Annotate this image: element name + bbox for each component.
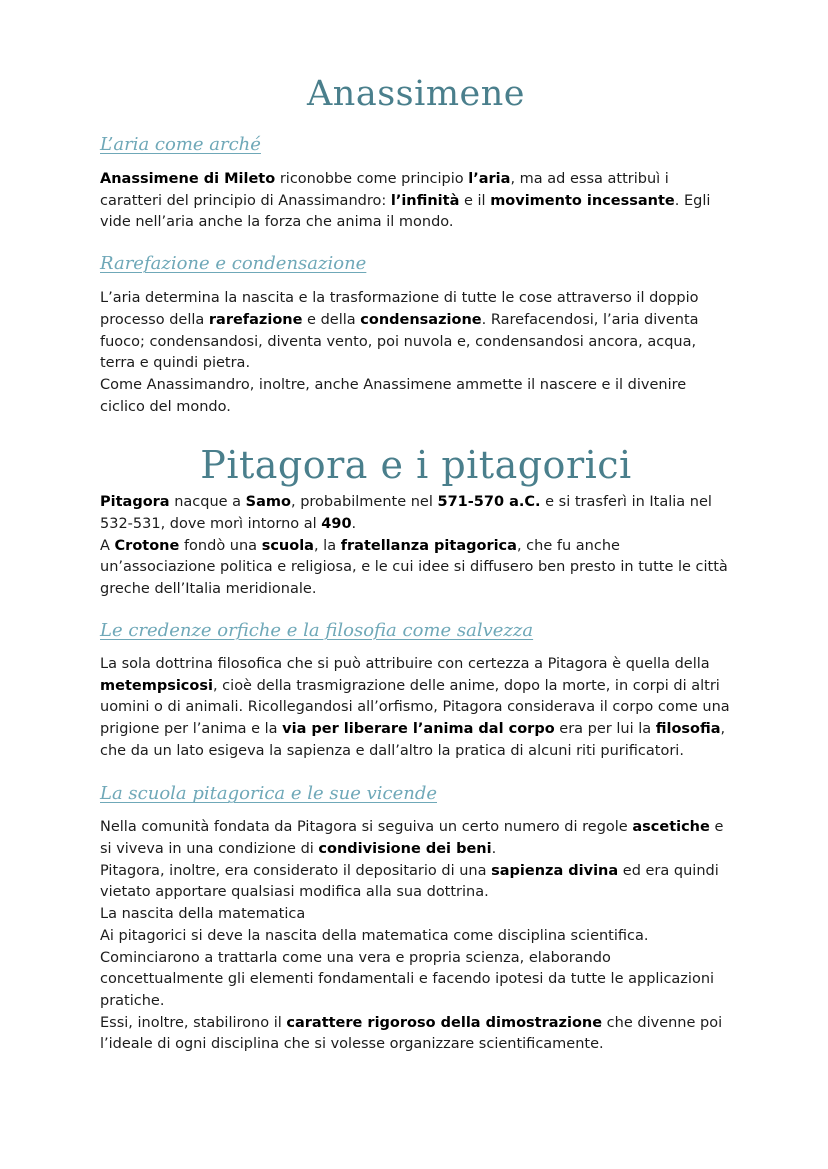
bold-term: Crotone	[114, 537, 180, 554]
page-content	[100, 0, 732, 1056]
subheading-credenze-orfiche: Le credenze orfiche e la filosofia come salvezza	[100, 619, 534, 641]
bold-term: Pitagora	[100, 494, 170, 511]
bold-term: l’aria	[468, 171, 511, 187]
bold-term: 490	[321, 516, 352, 533]
section-title-anassimene: Anassimene	[307, 74, 525, 114]
bold-term: condensazione	[360, 311, 482, 328]
bold-term: sapienza divina	[491, 862, 619, 879]
bold-term: condivisione dei beni	[318, 841, 492, 858]
bold-term: Samo	[245, 494, 291, 511]
paragraph-credenze-orfiche: La sola dottrina filosofica che si può attribuire con certezza a Pitagora è quella della metempsicosi, cioè della trasmigrazione delle anime, dopo la morte, in corpi di altri uomini o di animali. Ricollegandosi all’orfismo, Pitagora considerava il corpo come una prigione per l’anima e la via per liberare l’anima dal corpo era per lui la filosofia, che da un lato esigeva la sapienza e dall’altro la pratica di alcuni riti purificatori.	[100, 655, 730, 759]
bold-term: fratellanza pitagorica	[340, 537, 517, 554]
subheading-scuola-pitagorica: La scuola pitagorica e le sue vicende	[100, 783, 437, 805]
bold-term: movimento incessante	[490, 192, 675, 209]
paragraph-rarefazione: L’aria determina la nascita e la trasformazione di tutte le cose attraverso il doppio processo della rarefazione e della condensazione. Rarefacendosi, l’aria diventa fuoco; condensandosi, diventa vento, poi nuvola e, condensandosi ancora, acqua, terra e quindi pietra. Come Anassimandro, inoltre, anche Anassimene ammette il nascere e il divenire ciclico del mondo.	[100, 290, 699, 415]
bold-term: Anassimene di Mileto	[100, 171, 276, 187]
paragraph-scuola-pitagorica: Nella comunità fondata da Pitagora si seguiva un certo numero di regole ascetiche e si viveva in una condizione di condivisione dei beni. Pitagora, inoltre, era considerato il depositario di una sapienza divina ed era quindi vietato apportare qualsiasi modifica alla sua dottrina. La nascita della matematica Ai pitagorici si deve la nascita della matematica come disciplina scientifica. Cominciarono a trattarla come una vera e propria scienza, elaborando concettualmente gli elementi fondamentali e facendo ipotesi da tutte le applicazioni pratiche. Essi, inoltre, stabilirono il carattere rigoroso della dimostrazione che divenne poi l’ideale di ogni disciplina che si volesse organizzare scientificamente.	[100, 819, 724, 1053]
bold-term: scuola	[261, 537, 314, 554]
bold-term: metempsicosi	[100, 677, 213, 694]
paragraph-pitagora-intro: Pitagora nacque a Samo, probabilmente nel 571-570 a.C. e si trasferì in Italia nel 532-531, dove morì intorno al 490. A Crotone fondò una scuola, la fratellanza pitagorica, che fu anche un’associazione politica e religiosa, e le cui idee si diffusero ben presto in tutte le città greche dell’Italia meridionale.	[100, 494, 728, 598]
bold-term: carattere rigoroso della dimostrazione	[286, 1014, 603, 1031]
section-title-pitagora: Pitagora e i pitagorici	[200, 443, 632, 488]
bold-term: l’infinità	[390, 192, 460, 209]
bold-term: ascetiche	[632, 819, 710, 836]
bold-term: 571-570 a.C.	[437, 494, 541, 511]
bold-term: rarefazione	[208, 311, 303, 328]
paragraph-aria-arche: Anassimene di Mileto riconobbe come principio l’aria, ma ad essa attribuì i caratteri del principio di Anassimandro: l’infinità e il movimento incessante. Egli vide nell’aria anche la forza che anima il mondo.	[100, 171, 711, 231]
bold-term: via per liberare l’anima dal corpo	[282, 720, 555, 737]
subheading-rarefazione: Rarefazione e condensazione	[100, 253, 367, 275]
bold-term: filosofia	[655, 720, 721, 737]
subheading-aria-arche: L’aria come arché	[100, 134, 261, 155]
